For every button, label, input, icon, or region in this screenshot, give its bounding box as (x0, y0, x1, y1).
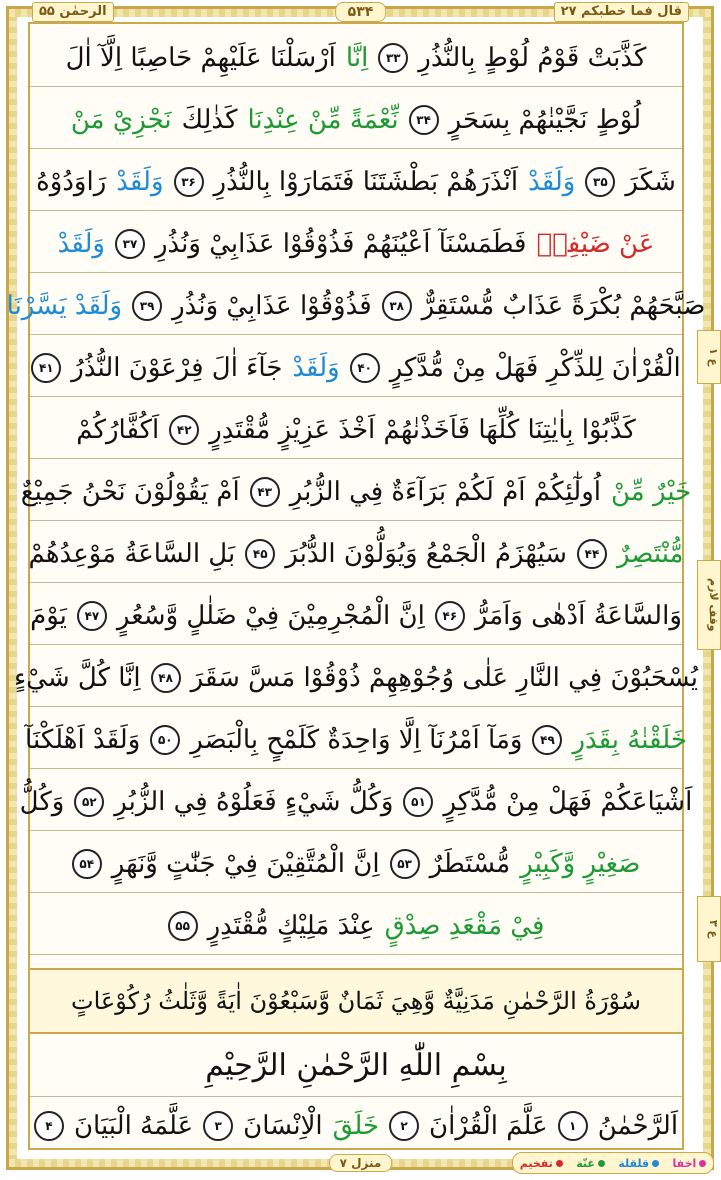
last-verse-row (30, 1098, 682, 1154)
verse-text-segment: خَيْرٌ مِّنْ (611, 477, 692, 507)
ayah-number-marker: ۴۳ (250, 477, 280, 507)
verse-text-segment: سَيُهْزَمُ الْجَمْعُ وَيُوَلُّوْنَ الدُّبُرَ (285, 539, 567, 569)
tajweed-legend (512, 1152, 714, 1174)
juz-label: قال فما خطبكم ۲۷ (554, 2, 689, 22)
ayah-number-marker: ۴۷ (77, 601, 107, 631)
ayah-number-marker: ۵۵ (168, 911, 198, 941)
legend-color-dot (598, 1160, 605, 1167)
verse-text-segment: فِيْ مَقْعَدِ صِدْقٍ (384, 911, 545, 941)
verse-text-segment: عَنْ ضَيْفِهٖ (536, 229, 655, 259)
ayah-number-marker: ۵۴ (72, 849, 102, 879)
verse-text-segment: اَشْيَاعَكُمْ فَهَلْ مِنْ مُّدَّكِرٍ (443, 787, 693, 817)
verse-text-segment: كَذَّبَتْ قَوْمُ لُوْطٍ بِالنُّذُرِ (418, 43, 647, 73)
ayah-number-marker: ۴۴ (577, 539, 607, 569)
verse-text-segment: مُّسْتَطَرٌ (429, 849, 511, 879)
verse-text-segment: عِنْدَ مَلِيْكٍ مُّقْتَدِرٍ (207, 911, 375, 941)
verse-text-segment: اَمْ يَقُوْلُوْنَ نَحْنُ جَمِيْعٌ (20, 477, 240, 507)
verse-text-segment: اِنَّ الْمُتَّقِيْنَ فِيْ جَنّٰتٍ وَّنَهَرٍ (111, 849, 380, 879)
verse-text-segment: خَلَقَ (332, 1111, 380, 1141)
verse-text-segment: اَرْسَلْنَا عَلَيْهِمْ حَاصِبًا اِلَّآ اٰلَ (65, 43, 336, 73)
verse-text-segment: الْاِنْسَانَ (243, 1111, 323, 1141)
legend-label: قلقلة (618, 1156, 650, 1170)
verse-text-segment: عَلَّمَهُ الْبَيَانَ (73, 1111, 194, 1141)
legend-item (520, 1157, 563, 1170)
ayah-number-marker: ۵۲ (74, 787, 104, 817)
verse-row (30, 92, 682, 149)
ayah-number-marker: ۳۹ (132, 291, 162, 321)
legend-color-dot (556, 1160, 563, 1167)
legend-color-dot (699, 1160, 706, 1167)
ayah-number-marker: ۴ (34, 1111, 64, 1141)
verse-text-segment: وَكُلُّ شَيْءٍ فَعَلُوْهُ فِي الزُّبُرِ (114, 787, 394, 817)
verse-text-segment: وَكُلُّ (19, 787, 65, 817)
verse-text-segment: وَلَقَدْ (116, 167, 164, 197)
ayah-number-marker: ۲ (389, 1111, 419, 1141)
ayah-number-marker: ۱ (558, 1111, 588, 1141)
verse-text-segment: وَلَقَدْ (57, 229, 105, 259)
ayah-number-marker: ۴۱ (31, 353, 61, 383)
verse-row (19, 774, 693, 831)
verse-text-segment: رَاوَدُوْهُ (36, 167, 107, 197)
verse-text-segment: كَذٰلِكَ (181, 105, 238, 135)
ayah-number-marker: ۵۰ (150, 725, 180, 755)
verse-text-segment: وَلَقَدْ (292, 353, 340, 383)
verse-text-segment: نِّعْمَةً مِّنْ عِنْدِنَا (247, 105, 399, 135)
verse-text-segment: اَنْذَرَهُمْ بَطْشَتَنَا فَتَمَارَوْا بِالنُّذُرِ (213, 167, 519, 197)
verse-text-segment: اَكُفَّارُكُمْ (76, 415, 160, 445)
ayah-number-marker: ۳۶ (174, 167, 204, 197)
ayah-number-marker: ۵۳ (390, 849, 420, 879)
ayah-number-marker: ۴۲ (169, 415, 199, 445)
verse-text-segment: وَالسَّاعَةُ اَدْهٰى وَاَمَرُّ (474, 601, 682, 631)
ayah-number-marker: ۴۸ (151, 663, 181, 693)
surah-title: سُوْرَةُ الرَّحْمٰنِ مَدَنِيَّةٌ وَّهِيَ ثَمَانٌ وَّسَبْعُوْنَ اٰيَةً وَّثَلٰثُ رُكُوْعَاتٍ (30, 968, 682, 1034)
ayah-number-marker: ۴۹ (532, 725, 562, 755)
verse-row (13, 650, 699, 707)
verse-text-segment: وَمَآ اَمْرُنَآ اِلَّا وَاحِدَةٌ كَلَمْحٍ بِالْبَصَرِ (190, 725, 523, 755)
ayah-number-marker: ۳۸ (382, 291, 412, 321)
verse-text-segment: نَجْزِيْ مَنْ (70, 105, 172, 135)
verse-row (30, 898, 682, 955)
ayah-number-marker: ۳۵ (585, 167, 615, 197)
verse-row (30, 402, 682, 459)
verse-text-segment: اِنَّا (345, 43, 369, 73)
verse-text-segment: خَلَقْنٰهُ بِقَدَرٍ (572, 725, 687, 755)
manzil-label: منزل ۷ (329, 1154, 393, 1172)
verse-row (30, 154, 682, 211)
verse-row (30, 836, 682, 893)
verse-row (30, 216, 682, 273)
verse-text-segment: فَذُوْقُوْا عَذَابِيْ وَنُذُرِ (172, 291, 372, 321)
ayah-number-marker: ۳۷ (115, 229, 145, 259)
legend-item (673, 1157, 707, 1170)
ayah-number-marker: ۴۵ (245, 539, 275, 569)
verse-row (30, 30, 682, 87)
page-number: ۵۳۴ (335, 2, 387, 22)
verse-row (20, 464, 692, 521)
legend-label: اخفا (672, 1156, 697, 1170)
verse-text-segment: اِنَّ الْمُجْرِمِيْنَ فِيْ ضَلٰلٍ وَّسُعُرٍ (116, 601, 425, 631)
verse-text-segment: الْقُرْاٰنَ لِلذِّكْرِ فَهَلْ مِنْ مُّدَّكِرٍ (389, 353, 681, 383)
verse-text-segment: وَلَقَدْ (528, 167, 576, 197)
legend-label: تفخيم (519, 1156, 553, 1170)
ayah-number-marker: ۵۱ (403, 787, 433, 817)
verse-text-segment: لُوْطٍ نَجَّيْنٰهُمْ بِسَحَرٍ (448, 105, 642, 135)
verse-row (6, 278, 706, 335)
verse-text-segment: مُّنْتَصِرٌ (616, 539, 684, 569)
legend-label: غنّة (576, 1156, 595, 1170)
legend-item (618, 1157, 659, 1170)
ayah-number-marker: ۳۳ (378, 43, 408, 73)
verse-row (30, 588, 682, 645)
verse-row (25, 712, 687, 769)
bismillah: بِسْمِ اللّٰهِ الرَّحْمٰنِ الرَّحِيْمِ (30, 1034, 682, 1097)
verse-text-segment: عَلَّمَ الْقُرْاٰنَ (429, 1111, 548, 1141)
verse-text-segment: يَوْمَ (30, 601, 67, 631)
verse-text-segment: فَطَمَسْنَآ اَعْيُنَهُمْ فَذُوْقُوْا عَذَابِيْ وَنُذُرِ (154, 229, 527, 259)
legend-color-dot (652, 1160, 659, 1167)
verse-text-segment: وَلَقَدْ يَسَّرْنَا (6, 291, 123, 321)
verse-text-segment: كَذَّبُوْا بِاٰيٰتِنَا كُلِّهَا فَاَخَذْنٰهُمْ اَخْذَ عَزِيْزٍ مُّقْتَدِرٍ (209, 415, 636, 445)
verse-text-segment: صَبَّحَهُمْ بُكْرَةً عَذَابٌ مُّسْتَقِرٌّ (421, 291, 706, 321)
ayah-number-marker: ۴۶ (435, 601, 465, 631)
waqf-marker: وقف لازم (697, 560, 721, 650)
ayah-number-marker: ۳۴ (409, 105, 439, 135)
verse-text-segment: اَلرَّحْمٰنُ (597, 1111, 679, 1141)
verse-text-segment: يُسْحَبُوْنَ فِي النَّارِ عَلٰى وُجُوْهِهِمْ ذُوْقُوْا مَسَّ سَقَرَ (190, 663, 699, 693)
verse-text-segment: شَكَرَ (625, 167, 676, 197)
verse-text-segment: بَلِ السَّاعَةُ مَوْعِدُهُمْ (28, 539, 236, 569)
verse-text-segment: اِنَّا كُلَّ شَيْءٍ (13, 663, 141, 693)
verse-text-segment: اُولٰٓئِكُمْ اَمْ لَكُمْ بَرَآءَةٌ فِي الزُّبُرِ (289, 477, 601, 507)
legend-item (576, 1157, 605, 1170)
ayah-number-marker: ۳ (203, 1111, 233, 1141)
ruku-marker-2: ع ۳ (697, 896, 721, 962)
ruku-marker: ع ۱ (697, 330, 721, 384)
surah-label: الرحمٰن ۵۵ (32, 2, 114, 22)
verse-row (30, 340, 682, 397)
verse-text-segment: جَآءَ اٰلَ فِرْعَوْنَ النُّذُرُ (71, 353, 283, 383)
verse-row (30, 526, 682, 583)
ayah-number-marker: ۴۰ (350, 353, 380, 383)
verse-text-segment: صَغِيْرٍ وَّكَبِيْرٍ (520, 849, 641, 879)
verse-text-segment: وَلَقَدْ اَهْلَكْنَآ (25, 725, 141, 755)
